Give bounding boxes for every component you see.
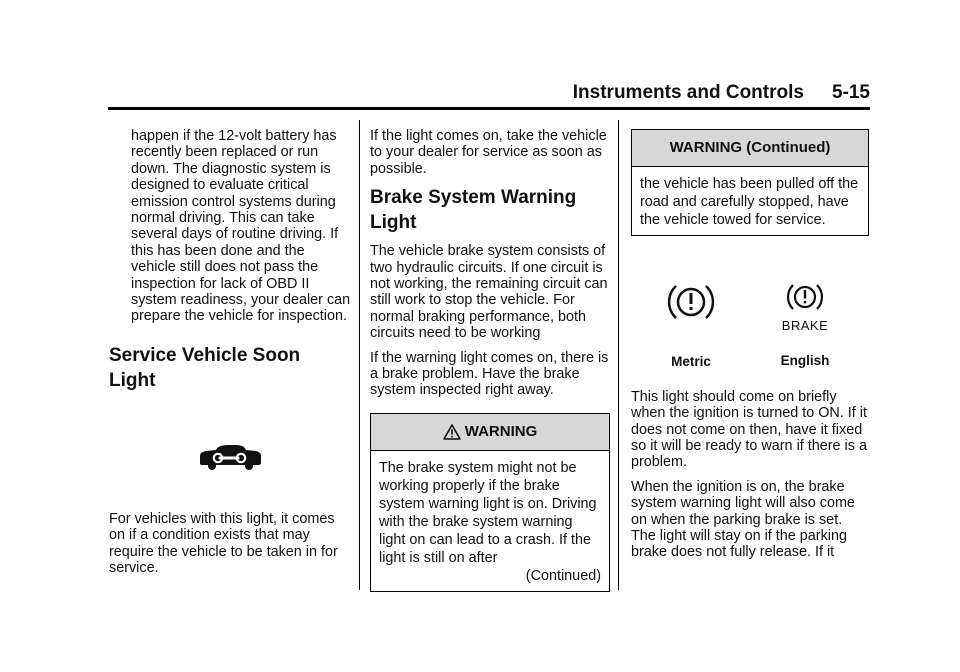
warning-continued-label: (Continued) — [525, 567, 601, 584]
warning-continued-header: WARNING (Continued) — [632, 130, 868, 167]
warning-box — [370, 413, 610, 592]
service-vehicle-soon-icon — [198, 443, 262, 471]
right-paragraph-1: This light should come on briefly when the ignition is turned to ON. If it does not come on then, have it fixed so it will be ready to warn if there is a problem. — [631, 388, 867, 471]
english-caption: English — [780, 352, 830, 368]
middle-paragraph-3: If the warning light comes on, there is a brake problem. Have the brake system inspected right away. — [370, 349, 609, 399]
section-title: Instruments and Controls — [572, 82, 804, 103]
brake-system-heading: Brake System Warning Light — [370, 187, 577, 234]
english-icon-group — [765, 280, 845, 371]
warning-continued-box — [631, 129, 869, 236]
brake-icons-row — [631, 280, 869, 371]
column-divider-2 — [618, 120, 619, 590]
intro-paragraph: happen if the 12-volt battery has recently been replaced or run down. The diagnostic system is designed to evaluate critical emission control systems during normal driving. This can take several days of routine driving. If this has been done and the vehicle still does not pass the inspection for lack of OBD II system readiness, your dealer can prepare the vehicle for inspection. — [131, 128, 351, 325]
brake-warning-english-icon — [783, 280, 827, 314]
brake-icon-text: BRAKE — [781, 318, 829, 334]
warning-continued-body: the vehicle has been pulled off the road and carefully stopped, have the vehicle towed for service. — [640, 176, 859, 228]
page-header — [108, 82, 870, 106]
warning-triangle-icon — [443, 424, 461, 440]
metric-icon-group — [651, 280, 731, 371]
service-vehicle-soon-heading: Service Vehicle Soon Light — [109, 344, 301, 391]
warning-header — [371, 414, 609, 451]
header-rule — [108, 107, 870, 110]
brake-warning-metric-icon — [663, 280, 719, 324]
metric-caption: Metric — [671, 354, 711, 370]
middle-paragraph-1: If the light comes on, take the vehicle to your dealer for service as soon as possible. — [370, 128, 607, 177]
service-vehicle-soon-body: For vehicles with this light, it comes on if a condition exists that may require the vehicle to be taken in for service. — [109, 510, 338, 577]
warning-title: WARNING — [464, 422, 538, 440]
right-column — [631, 129, 869, 569]
page-number: 5-15 — [831, 82, 870, 103]
middle-paragraph-2: The vehicle brake system consists of two hydraulic circuits. If one circuit is not working, the remaining circuit can still work to stop the vehicle. For normal braking performance, both circuits need to be working — [370, 243, 608, 342]
column-divider-1 — [359, 120, 360, 590]
warning-body — [371, 451, 609, 591]
right-paragraph-2: When the ignition is on, the brake system warning light will also come on when the parking brake is set. The light will stay on if the parking brake does not fully release. If it — [631, 478, 855, 561]
middle-column — [370, 128, 610, 592]
left-column — [109, 128, 351, 585]
warning-text: The brake system might not be working properly if the brake system warning light is on. Driving with the brake system warning light on can lead to a crash. If the light is still on after — [379, 459, 597, 566]
